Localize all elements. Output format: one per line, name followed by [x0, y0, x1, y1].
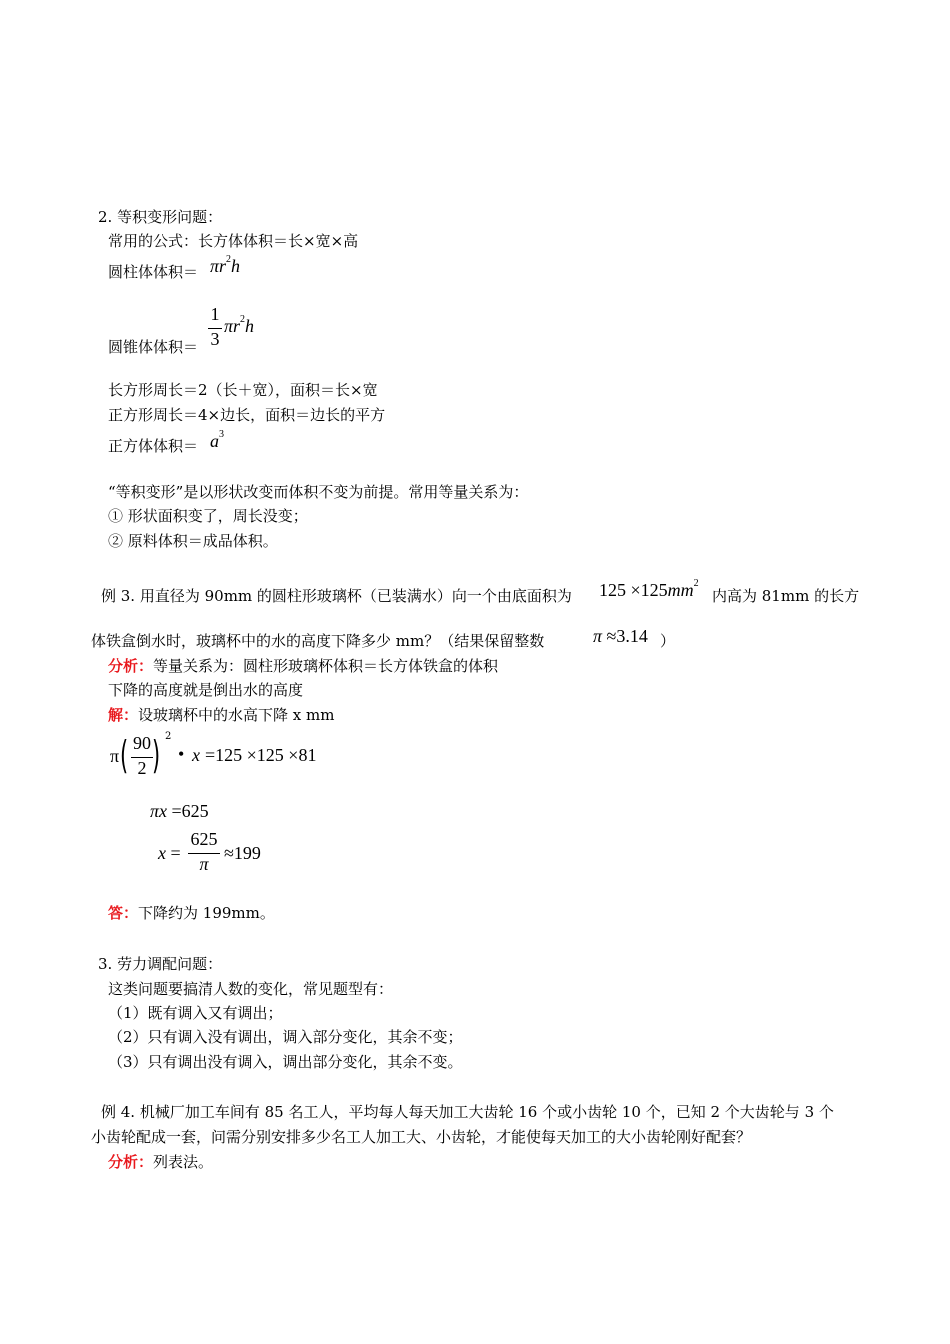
formula-square: 正方形周长＝4×边长，面积＝边长的平方: [108, 406, 386, 424]
formula-rectangle: 长方形周长＝2（长＋宽），面积＝长×宽: [108, 381, 378, 399]
example4-analysis: 分析：列表法。: [108, 1153, 214, 1171]
example3-pi-approx: π ≈3.14: [593, 626, 648, 646]
eq1-pi: π: [110, 746, 120, 766]
section3-item-3: （3）只有调出没有调入，调出部分变化，其余不变。: [108, 1053, 463, 1071]
example3-line2b: ）: [660, 632, 676, 650]
example3-area-expr: $125 \times 125mm^2$: [599, 578, 699, 600]
eq3-lhs: x =: [158, 843, 181, 863]
section3-item-1: （1）既有调入又有调出；: [108, 1004, 283, 1022]
formula-cube-label: 正方体体积＝: [108, 437, 199, 455]
section3-title: 3. 劳力调配问题：: [98, 955, 223, 973]
example3-line2a: 体铁盒倒水时，玻璃杯中的水的高度下降多少 mm？（结果保留整数: [91, 632, 545, 650]
example3-line1a: 例 3. 用直径为 90mm 的圆柱形玻璃杯（已装满水）向一个由底面积为: [101, 587, 572, 605]
section-title: 2. 等积变形问题：: [98, 208, 223, 226]
fraction-625-over-pi: 625 π: [188, 829, 220, 877]
example3-line1b: 内高为 81mm 的长方: [712, 587, 860, 605]
fraction-ninety-over-two: 90 2: [133, 733, 151, 778]
eq3-result: ≈199: [224, 843, 261, 863]
eq1-exponent: 2: [165, 731, 172, 742]
example3-analysis: 分析：等量关系为：圆柱形玻璃杯体积＝长方体铁盒的体积: [108, 657, 499, 675]
formula-cube-expr: $a^3$: [210, 429, 224, 451]
eq1-dot: •: [178, 744, 185, 764]
section3-lead: 这类问题要搞清人数的变化，常见题型有：: [108, 980, 394, 998]
formula-cylinder-expr: $\pi r^2h$: [210, 254, 241, 276]
example3-solution: 解：设玻璃杯中的水高下降 x mm: [108, 706, 335, 724]
eq1-paren-right: ): [152, 733, 161, 777]
formula-cone-label: 圆锥体体积＝: [108, 338, 199, 356]
formula-cone-expr: $\pi r^2h$: [224, 314, 255, 336]
premise-text: “等积变形”是以形状改变而体积不变为前提。常用等量关系为：: [108, 483, 529, 501]
relation-2: ② 原料体积＝成品体积。: [108, 532, 278, 550]
section3-item-2: （2）只有调入没有调出，调入部分变化，其余不变；: [108, 1028, 463, 1046]
example3-analysis-2: 下降的高度就是倒出水的高度: [108, 681, 304, 699]
formula-cuboid: 常用的公式：长方体体积＝长×宽×高: [108, 232, 359, 250]
eq1-paren-left: (: [120, 733, 129, 777]
example4-line1: 例 4. 机械厂加工车间有 85 名工人，平均每人每天加工大齿轮 16 个或小齿轮 10 个，已知 2 个大齿轮与 3 个: [101, 1103, 834, 1121]
eq2: πx =625: [150, 801, 209, 821]
eq1-x: x: [192, 745, 200, 765]
eq1-rhs: =125 ×125 ×81: [205, 745, 317, 765]
example4-line2: 小齿轮配成一套，问需分别安排多少名工人加工大、小齿轮，才能使每天加工的大小齿轮刚好配套？: [91, 1128, 752, 1146]
formula-cylinder-label: 圆柱体体积＝: [108, 263, 199, 281]
fraction-one-third: 1 3: [208, 304, 222, 350]
example3-answer: 答：下降约为 199mm。: [108, 904, 275, 922]
relation-1: ① 形状面积变了，周长没变；: [108, 507, 308, 525]
